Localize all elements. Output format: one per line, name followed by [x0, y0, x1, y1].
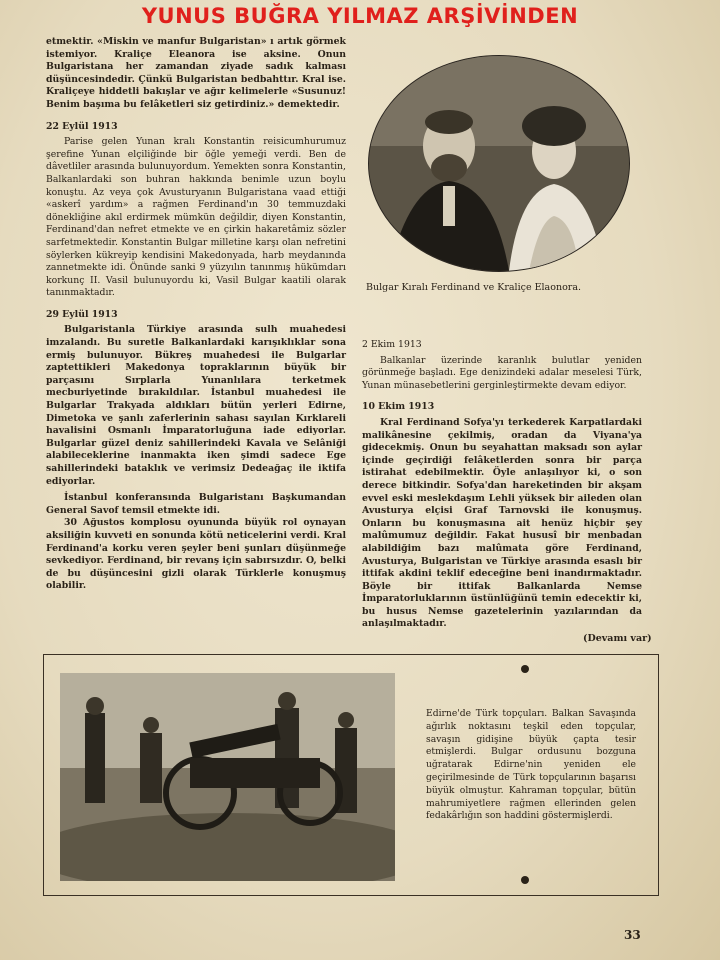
artillery-photo — [60, 673, 395, 881]
body-paragraph: 30 Ağustos komplosu oyununda büyük rol oynayan aksiliğin kuvveti en sonunda kötü neticelerini verdi. Kral Ferdinand'a korku veren şeyler beni şunları düşünmeğe sevkediyor. Ferdinand, bir revanş için sabırsızdır. O, belki de bu düşüncesini gizli olarak Türklerle konuşmuş olabilir. — [46, 517, 346, 592]
date-heading: 29 Eylül 1913 — [46, 308, 118, 320]
body-paragraph: Parise gelen Yunan kralı Konstantin reisicumhurumuz şerefine Yunan elçiliğinde bir öğle yemeği verdi. Ben de dâvetliler arasında bulunuyordum. Yemekten sonra Konstantin, Balkanlardaki son buhran hakkında benimle uzun boylu konuştu. Az veya çok Avusturyanın Bulgaristana vaad ettiği «askerî yardım» a rağmen Ferdinand'ın 30 temmuzdaki dönekliğine akıl erdirmek mümkün değildir, diyen Konstantin, Ferdinand'dan nefret etmekte ve en çirkin hakaretâmiz sözler sarfetmektedir. Konstantin Bulgar milletine karşı olan nefretini söylerken kükreyip kendisini Makedonyada, harb meydanında zannetmekte idi. Önünde sanki 9 yüzyılın tanınmış hükümdarı korkunç II. Vasil bulunuyordu ki, Vasil Bulgar kaatili olarak tanınmaktadır. — [46, 136, 346, 299]
right-text-column — [362, 330, 642, 631]
ornament-dot — [521, 665, 529, 673]
continued-note: (Devamı var) — [583, 633, 652, 644]
king-and-queen-portrait — [369, 56, 629, 271]
date-heading: 10 Ekim 1913 — [362, 401, 435, 413]
archive-watermark: YUNUS BUĞRA YILMAZ ARŞİVİNDEN — [141, 4, 579, 28]
intro-paragraph: etmektir. «Miskin ve manfur Bulgaristan» ı artık görmek istemiyor. Kraliçe Eleanora ise aksine. Onun Bulgaristana her zamandan ziyade sadık kalması düşüncesindedir. Çünkü Bulgaristan bedbahttır. Kral ise. Kraliçeye hiddetli bakışlar ve ağır kelimelerle «Susunuz! Benim başıma bu felâketleri siz getirdiniz.» demektedir. — [46, 36, 346, 110]
portrait-photo — [368, 55, 630, 272]
body-paragraph: Bulgaristanla Türkiye arasında sulh muahedesi imzalandı. Bu suretle Balkanlardaki karışıklıklar sona ermiş bulunuyor. Bükreş muahedesi ile Bulgarlar zaptettikleri Makedonya topraklarının büyük bir parçasını Sırplarla Yunanlılara terketmek mecburiyetinde bırakıldılar. İstanbul muahedesi ile Bulgarlar Trakyada aldıkları bütün yerleri Edirne, Dimetoka ve şanlı zaferlerinin sahası sayılan Kırklareli havalisini Osmanlı İmparatorluğuna iade ediyorlar. Bulgarlar güzel deniz sahillerindeki Kavala ve Selâniği alabileceklerine inanmakta iken şimdi sadece Ege sahillerindeki bataklık ve verimsiz Dedeağaç ile iktifa ediyorlar. — [46, 324, 346, 487]
left-text-column — [46, 36, 346, 593]
body-paragraph: Kral Ferdinand Sofya'yı terkederek Karpatlardaki malikânesine çekilmiş, oradan da Viyana'ya gidecekmiş. Onun bu seyahattan maksadı son aylar içinde geçirdiği felâketlerden sonra bir parça istirahat edebilmektir. Öyle anlaşılıyor ki, o son derece bitkindir. Sofya'dan hareketinden bir akşam evvel eski meslekdaşım Lehli yüksek bir aileden olan Avusturya elçisi Graf Tarnovski ile konuşmuş. Onların bu konuşmasına ait henüz hiçbir şey malûmumuz değildir. Fakat hususî bir menbadan alabildiğim bazı malûmata göre Ferdinand, Avusturya, Bulgaristan ve Türkiye arasında esaslı bir ittifak akdini teklif edeceğine beni inandırmaktadır. Böyle bir ittifak Balkanlarda Nemse İmparatorluklarının üstünlüğünü temin edecektir ki, bu husus Nemse gazetelerinin yazılarından da anlaşılmaktadır. — [362, 416, 642, 630]
body-paragraph: Balkanlar üzerinde karanlık bulutlar yeniden görünmeğe başladı. Ege denizindeki adalar meselesi Türk, Yunan münasebetlerini gerginleştirmekte devam ediyor. — [362, 354, 642, 391]
date-heading: 2 Ekim 1913 — [362, 339, 422, 350]
ornament-dot — [521, 876, 529, 884]
artillery-scene — [60, 673, 395, 881]
date-heading: 22 Eylül 1913 — [46, 120, 118, 132]
body-paragraph: İstanbul konferansında Bulgaristanı Başkumandan General Savof temsil etmekte idi. — [46, 492, 346, 516]
photo-caption: Bulgar Kıralı Ferdinand ve Kraliçe Elaonora. — [366, 282, 582, 293]
artillery-caption: Edirne'de Türk topçuları. Balkan Savaşında ağırlık noktasını teşkil eden topçular, savaşın gidişine büyük çapta tesir etmişlerdi. Bulgar ordusunu bozguna uğratarak Edirne'nin yeniden ele geçirilmesinde de Türk topçularının başarısı büyük olmuştur. Kahraman topçular, bütün mahrumiyetlere rağmen ellerinden gelen fedakârlığın son haddini göstermişlerdi. — [426, 708, 636, 822]
page-number: 33 — [624, 928, 641, 942]
